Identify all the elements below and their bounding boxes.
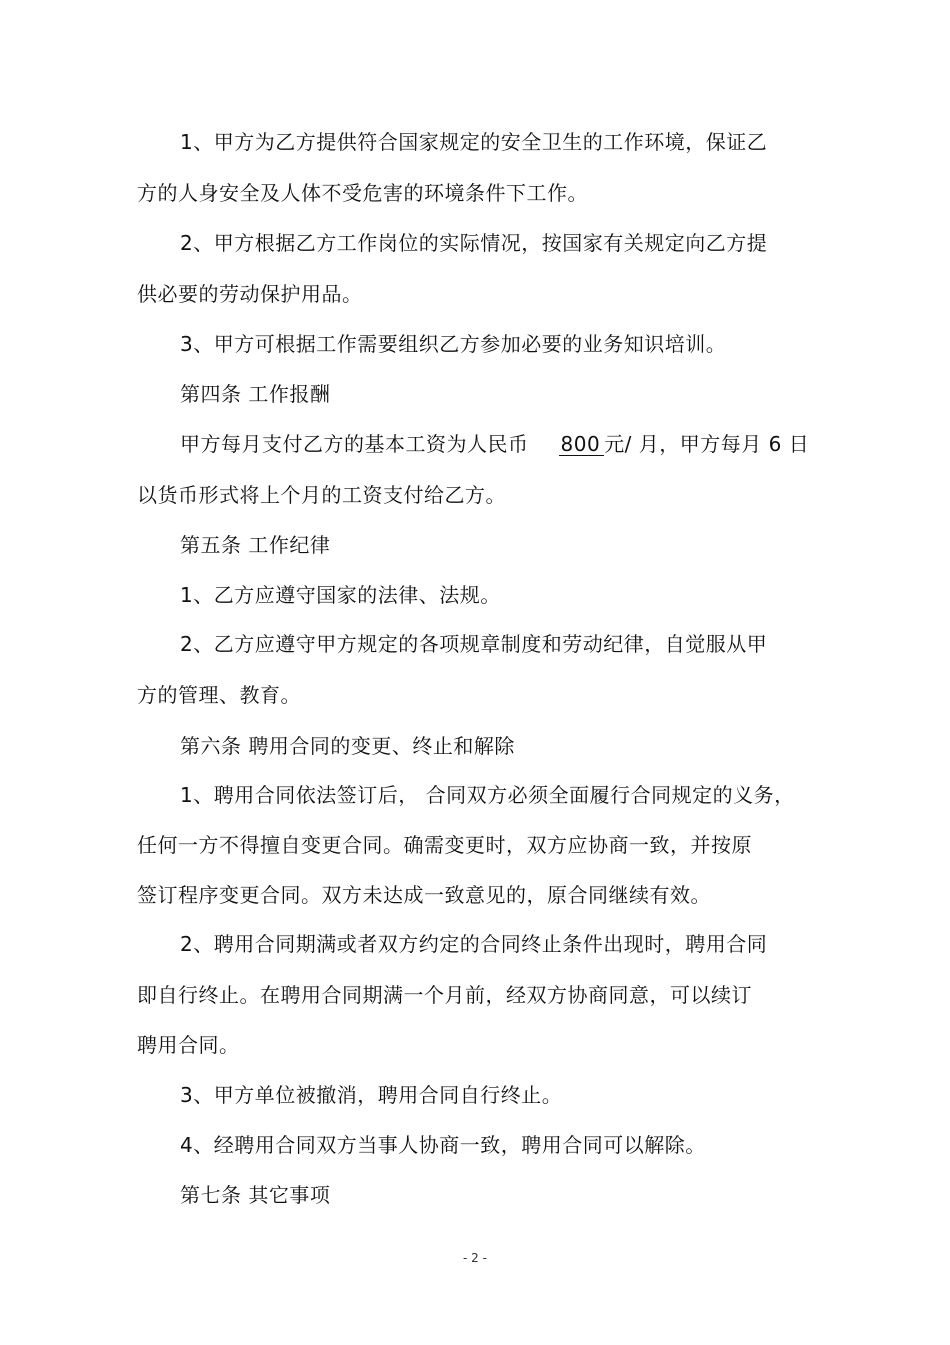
salary-amount: 800 [559, 433, 605, 456]
article-4-heading: 第四条 工作报酬 [180, 382, 331, 406]
clause-6-item-4: 4、经聘用合同双方当事人协商一致，聘用合同可以解除。 [180, 1133, 706, 1157]
clause-3-item-2-line-2: 供必要的劳动保护用品。 [137, 282, 363, 306]
article-6-heading: 第六条 聘用合同的变更、终止和解除 [180, 734, 515, 758]
clause-5-item-2-line-2: 方的管理、教育。 [137, 683, 301, 707]
clause-6-item-1-line-2: 任何一方不得擅自变更合同。确需变更时，双方应协商一致，并按原 [137, 833, 752, 857]
salary-suffix: 元/ 月，甲方每月 6 日 [604, 432, 810, 456]
clause-3-item-3: 3、甲方可根据工作需要组织乙方参加必要的业务知识培训。 [180, 332, 727, 356]
clause-3-item-2-line-1: 2、甲方根据乙方工作岗位的实际情况，按国家有关规定向乙方提 [180, 231, 768, 255]
article-7-heading: 第七条 其它事项 [180, 1183, 331, 1207]
clause-6-item-3: 3、甲方单位被撤消，聘用合同自行终止。 [180, 1083, 563, 1107]
clause-6-item-2-line-2: 即自行终止。在聘用合同期满一个月前，经双方协商同意，可以续订 [137, 983, 752, 1007]
page-number: - 2 - [463, 1251, 487, 1265]
salary-line [180, 431, 809, 457]
clause-6-item-1-line-3: 签订程序变更合同。双方未达成一致意见的，原合同继续有效。 [137, 883, 711, 907]
salary-line-2: 以货币形式将上个月的工资支付给乙方。 [137, 483, 506, 507]
clause-5-item-2-line-1: 2、乙方应遵守甲方规定的各项规章制度和劳动纪律，自觉服从甲 [180, 632, 768, 656]
clause-3-item-1-line-1: 1、甲方为乙方提供符合国家规定的安全卫生的工作环境，保证乙 [180, 130, 768, 154]
clause-3-item-1-line-2: 方的人身安全及人体不受危害的环境条件下工作。 [137, 181, 588, 205]
clause-5-item-1: 1、乙方应遵守国家的法律、法规。 [180, 583, 501, 607]
article-5-heading: 第五条 工作纪律 [180, 533, 331, 557]
clause-6-item-2-line-1: 2、聘用合同期满或者双方约定的合同终止条件出现时，聘用合同 [180, 932, 768, 956]
clause-6-item-1-line-1: 1、聘用合同依法签订后， 合同双方必须全面履行合同规定的义务， [180, 783, 795, 807]
salary-prefix: 甲方每月支付乙方的基本工资为人民币 [180, 432, 529, 456]
clause-6-item-2-line-3: 聘用合同。 [137, 1033, 240, 1057]
